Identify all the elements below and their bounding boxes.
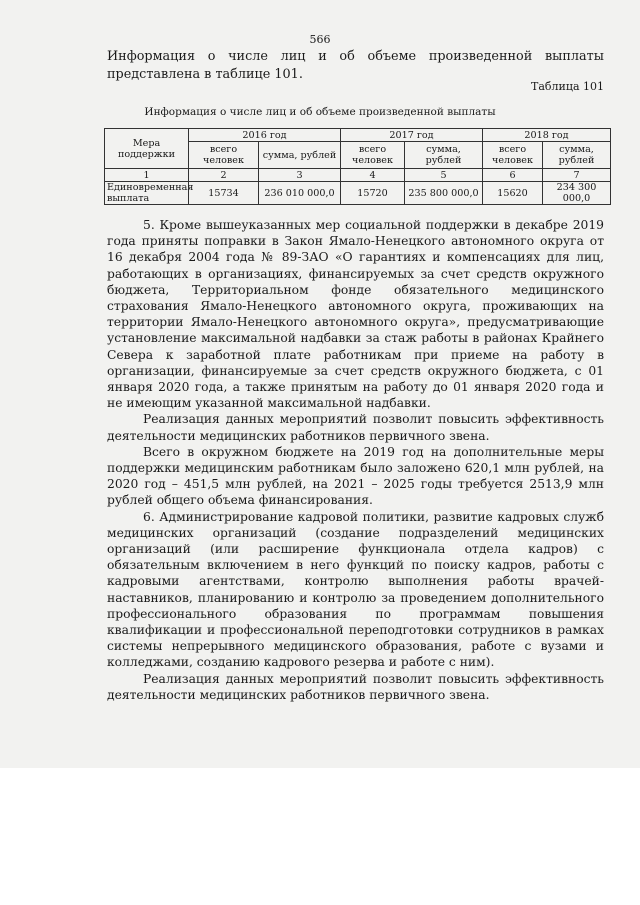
intro-line-1 xyxy=(107,48,604,66)
intro-word: выплаты xyxy=(544,49,604,64)
paragraph-measure-5: 5. Кроме вышеуказанных мер социальной поддержки в декабре 2019 года приняты поправки в Закон Ямало-Ненецкого автономного округа от 16 декабря 2004 года № 89-ЗАО «О гарантиях и компенсациях для лиц, работающих в организациях, финансируемых за счет средств окружного бюджета, Территориальном фонде обязательного медицинского страхования Ямало-Ненецкого автономного округа, проживающих на территории Ямало-Ненецкого автономного округа», предусматривающие установление максимальной надбавки за стаж работы в районах Крайнего Севера к заработной плате работникам при приеме на работу в организации, финансируемые за счет средств окружного бюджета, с 01 января 2020 года, а также принятым на работу до 01 января 2020 года и не имеющим указанной максимальной надбавки. xyxy=(107,218,604,411)
paragraph-effect: Реализация данных мероприятий позволит повысить эффективность деятельности медицинских работников первичного звена. xyxy=(107,671,604,702)
subheader-count: всего человек xyxy=(189,142,259,169)
table-row xyxy=(105,182,611,205)
cell-value: 15734 xyxy=(189,182,259,205)
column-number: 2 xyxy=(189,169,259,182)
paragraph-measure-6: 6. Администрирование кадровой политики, развитие кадровых служб медицинских организаций (создание подразделений медицинских организаций (или расширение функционала отдела кадров) с обязательным включением в него функций по поиску кадров, работы с кадровыми агентствами, контролю выполнения работы врачей-наставников, планированию и контролю за проведением дополнительного профессионального образования по программам повышения квалификации и профессиональной переподготовки сотрудников в рамках системы непрерывного медицинского образования, работе с вузами и колледжами, созданию кадрового резерва и работе с ним). xyxy=(107,509,604,670)
column-number: 5 xyxy=(405,169,483,182)
intro-word: об xyxy=(339,49,355,64)
column-number: 7 xyxy=(543,169,611,182)
subheader-sum: сумма, рублей xyxy=(405,142,483,169)
intro-word: о xyxy=(207,49,216,64)
header-year-2016: 2016 год xyxy=(189,129,341,142)
subheader-count: всего человек xyxy=(483,142,543,169)
data-table xyxy=(104,128,611,205)
table-number: Таблица 101 xyxy=(531,80,604,93)
intro-word: и xyxy=(318,49,327,64)
paragraph-effect: Реализация данных мероприятий позволит повысить эффективность деятельности медицинских работников первичного звена. xyxy=(107,412,604,443)
subheader-sum: сумма, рублей xyxy=(259,142,341,169)
header-year-2017: 2017 год xyxy=(341,129,483,142)
paragraph-budget: Всего в окружном бюджете на 2019 год на дополнительные меры поддержки медицинским работникам было заложено 620,1 млн рублей, на 2020 год – 451,5 млн рублей, на 2021 – 2025 годы требуется 2513,9 млн рублей общего объема финансирования. xyxy=(107,444,604,508)
column-number: 1 xyxy=(105,169,189,182)
intro-word: лиц xyxy=(280,49,306,64)
page-number: 566 xyxy=(309,33,331,46)
column-number: 4 xyxy=(341,169,405,182)
cell-value: 15720 xyxy=(341,182,405,205)
header-measure: Мера поддержки xyxy=(105,129,189,169)
intro-text xyxy=(107,48,604,84)
intro-word: числе xyxy=(228,49,268,64)
intro-line-2: представлена в таблице 101. xyxy=(107,67,303,82)
intro-word: произведенной xyxy=(428,49,533,64)
subheader-sum: сумма, рублей xyxy=(543,142,611,169)
cell-value: 234 300 000,0 xyxy=(543,182,611,205)
column-number: 3 xyxy=(259,169,341,182)
cell-value: 15620 xyxy=(483,182,543,205)
table-header-row xyxy=(105,129,611,142)
intro-word: объеме xyxy=(367,49,417,64)
header-year-2018: 2018 год xyxy=(483,129,611,142)
cell-value: 236 010 000,0 xyxy=(259,182,341,205)
intro-word: Информация xyxy=(107,49,196,64)
body-text xyxy=(107,217,604,703)
subheader-count: всего человек xyxy=(341,142,405,169)
cell-value: 235 800 000,0 xyxy=(405,182,483,205)
row-measure: Единовременная выплата xyxy=(105,182,189,205)
column-number-row xyxy=(105,169,611,182)
column-number: 6 xyxy=(483,169,543,182)
table-title: Информация о числе лиц и об объеме произведенной выплаты xyxy=(144,106,496,118)
